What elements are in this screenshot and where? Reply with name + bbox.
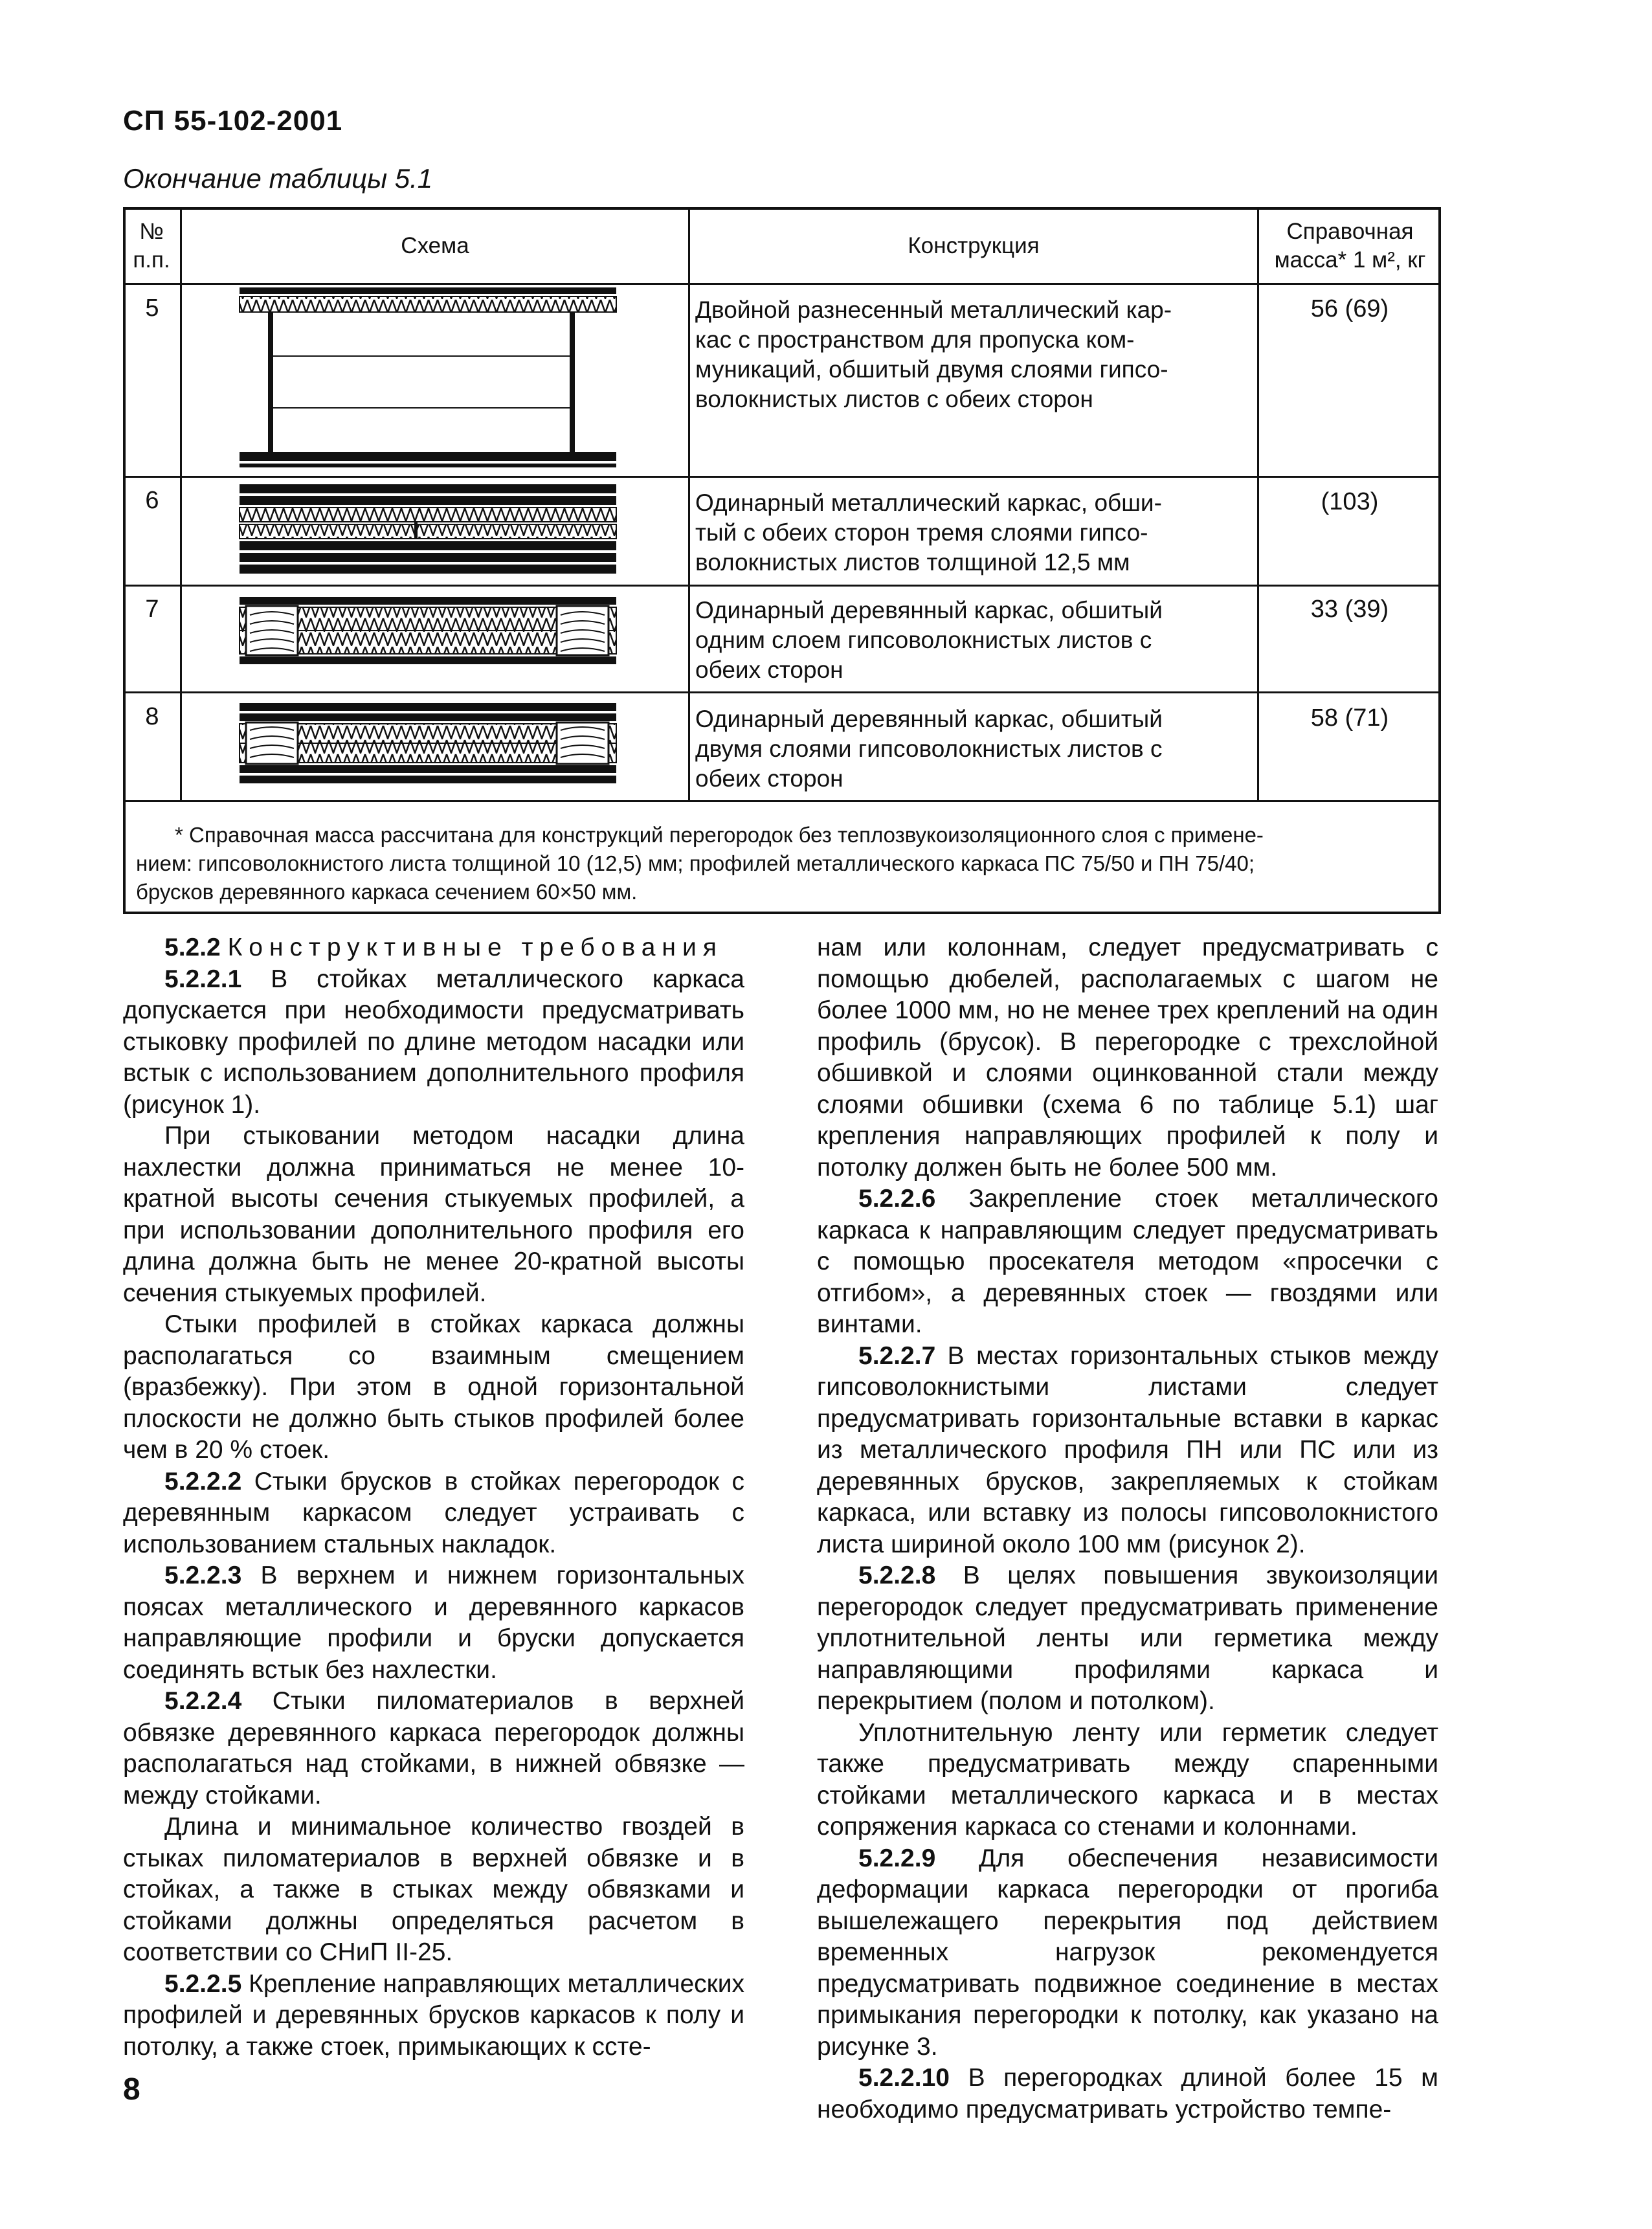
scheme-6-drawing (220, 479, 634, 583)
mass-value-5: 56 (69) (1310, 295, 1389, 322)
mass-value-8: 58 (71) (1310, 704, 1389, 732)
scheme-7-drawing (220, 589, 634, 690)
table-footnote: * Справочная масса рассчитана для конструкций перегородок без теплозвукоизоляционного слоя с примене- нием: гипсоволокнистого листа толщиной 10 (12,5) мм; профилей металлического каркаса ПС 75/50 и ПН 75/40; брусков деревянного каркаса сечением 60×50 мм. (136, 823, 1264, 904)
construction-text-8: Одинарный деревянный каркас, обшитый двумя слоями гипсоволокнистых листов с обеих сторон (695, 706, 1163, 792)
table-grid-line (123, 585, 1441, 587)
row-number: 7 (145, 596, 159, 623)
row-number: 5 (145, 295, 159, 322)
document-code: СП 55-102-2001 (123, 105, 343, 137)
section-title: Конструктивные требования (227, 934, 723, 961)
column-header-mass: Справочная масса* 1 м², кг (1274, 219, 1426, 273)
paragraph-continuation: нам или колоннам, следует предусматривать с помощью дюбелей, располагаемых с шагом не более 1000 мм, но не менее трех креплений на один профиль (брусок). В перегородке с трехслойной обшивкой и слоями оцинкованной стали между слоями обшивки (схема 6 по таблице 5.1) шаг крепления направляющих профилей к полу и потолку должен быть не более 500 мм. (817, 934, 1438, 1182)
scheme-8-drawing (220, 697, 634, 799)
row-number: 6 (145, 487, 159, 514)
text-column-left: 5.2.2 Конструктивные требования 5.2.2.1 В стойках металлического каркаса допускается при необходимости предусматривать стыковку профилей по длине методом насадки или встык с использованием дополнительного профиля (рисунок 1). При стыковании методом насадки длина нахлестки должна приниматься не менее 10-кратной высоты сечения стыкуемых профилей, а при использовании дополнительного профиля его длина должна быть не менее 20-кратной высоты сечения стыкуемых профилей. Стыки профилей в стойках каркаса должны располагаться со взаимным смещением (вразбежку). При этом в одной горизонтальной плоскости не должно быть стыков профилей более чем в 20 % стоек. 5.2.2.2 Стыки брусков в стойках перегородок с деревянным каркасом следует устраивать с использованием стальных накладок. 5.2.2.3 В верхнем и нижнем горизонтальных поясах металлического и деревянного каркасов направляющие профили и бруски допускается соединять встык без нахлестки. 5.2.2.4 Стыки пиломатериалов в верхней обвязке деревянного каркаса перегородок должны располагаться над стойками, в нижней обвязке — между стойками. Длина и минимальное количество гвоздей в стыках пиломатериалов в верхней обвязке и в стойках, а также в стыках между обвязками и стойками должны определяться расчетом в соответствии со СНиП II-25. 5.2.2.5 Крепление направляющих металлических профилей и деревянных брусков каркасов к полу и потолку, а также стоек, примыкающих к ссте- (123, 934, 744, 2061)
construction-text-6: Одинарный металлический каркас, обши- тый с обеих сторон тремя слоями гипсо- волокнистых листов толщиной 12,5 мм (695, 489, 1162, 576)
column-header-construction: Конструкция (908, 233, 1040, 258)
table-grid-line (688, 207, 690, 801)
page-number: 8 (123, 2072, 140, 2107)
column-header-scheme: Схема (401, 233, 469, 258)
table-grid-line (123, 800, 1441, 802)
scheme-5-drawing (220, 285, 634, 474)
text-column-right: нам или колоннам, следует предусматривать с помощью дюбелей, располагаемых с шагом не более 1000 мм, но не менее трех креплений на один профиль (брусок). В перегородке с трехслойной обшивкой и слоями оцинкованной стали между слоями обшивки (схема 6 по таблице 5.1) шаг крепления направляющих профилей к полу и потолку должен быть не более 500 мм. 5.2.2.6 Закрепление стоек металлического каркаса к направляющим следует предусматривать с помощью просекателя методом «просечки с отгибом», а деревянных стоек — гвоздями или винтами. 5.2.2.7 В местах горизонтальных стыков между гипсоволокнистыми листами следует предусматривать горизонтальные вставки в каркас из металлического профиля ПН или ПС или из деревянных брусков, закрепляемых к стойкам каркаса, или вставку из полосы гипсоволокнистого листа шириной около 100 мм (рисунок 2). 5.2.2.8 В целях повышения звукоизоляции перегородок следует предусматривать применение уплотнительной ленты или герметика между направляющими профилями каркаса и перекрытием (полом и потолком). Уплотнительную ленту или герметик следует также предусматривать между спаренными стойками металлического каркаса и в местах сопряжения каркаса со стенами и колоннами. 5.2.2.9 Для обеспечения независимости деформации каркаса перегородки от прогиба вышележащего перекрытия под действием временных нагрузок рекомендуется предусматривать подвижное соединение в местах примыкания перегородки к потолку, как указано на рисунке 3. 5.2.2.10 В перегородках длиной более 15 м необходимо предусматривать устройство темпе- (817, 934, 1438, 2123)
table-grid-line (123, 691, 1441, 693)
construction-text-5: Двойной разнесенный металлический кар- кас с пространством для пропуска ком- муникаций, обшитый двумя слоями гипсо- волокнистых листов с обеих сторон (695, 297, 1172, 412)
table-grid-line (123, 476, 1441, 478)
mass-value-7: 33 (39) (1310, 596, 1389, 623)
column-header-num: № п.п. (133, 219, 170, 273)
table-caption: Окончание таблицы 5.1 (123, 163, 433, 194)
mass-value-6: (103) (1321, 488, 1379, 515)
construction-text-7: Одинарный деревянный каркас, обшитый одним слоем гипсоволокнистых листов с обеих сторон (695, 597, 1163, 683)
row-number: 8 (145, 703, 159, 730)
